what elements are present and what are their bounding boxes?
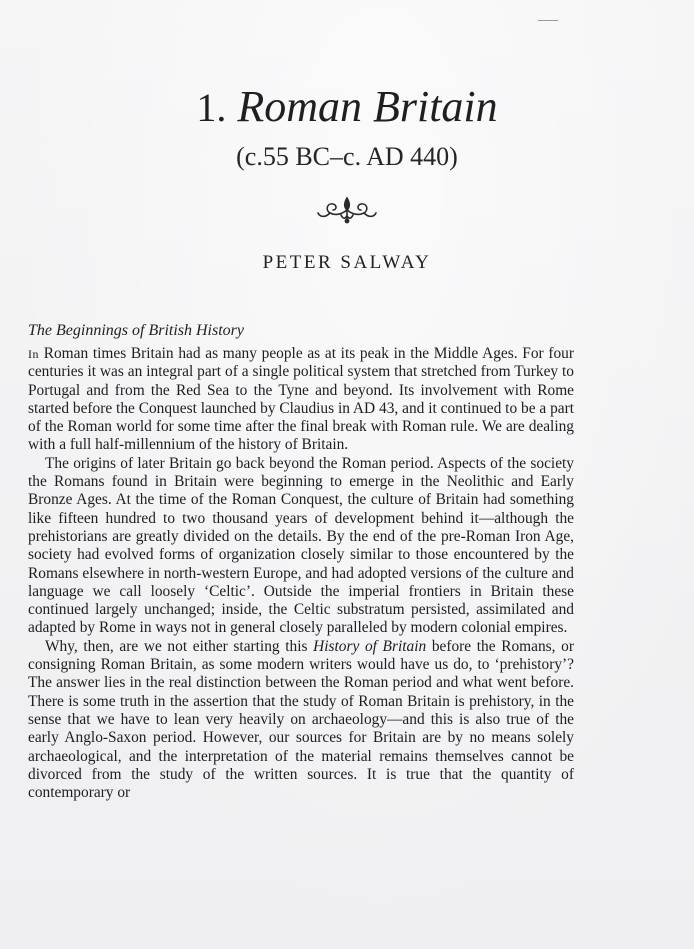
paragraph-2-text: The origins of later Britain go back beyond the Roman period. Aspects of the society the Romans found in Britain were beginning to emerge in the Neolithic and Early Bronze Ages. At the time of the Roman Conquest, the culture of Britain had something like fifteen hundred to two thousand years of development behind it—although the prehistorians are greatly divided on the details. By the end of the pre-Roman Iron Age, society had evolved forms of organization closely similar to those encountered by the Romans elsewhere in north-western Europe, and had adopted versions of the culture and language we call loosely ‘Celtic’. Outside the imperial frontiers in Britain these continued largely unchanged; inside, the Celtic substratum persisted, assimilated and adapted by Rome in ways not in general closely paralleled by modern colonial empires. bbox=[28, 454, 574, 637]
paragraph-3-end: before the Romans, or consigning Roman Britain, as some modern writers would have us do, to ‘prehistory’? The answer lies in the real distinction between the Roman period and what went before. There is some truth in the assertion that the study of Roman Britain is prehistory, in the sense that we have to lean very heavily on archaeology—and this is also true of the early Anglo-Saxon period. However, our sources for Britain are by no means solely archaeological, and the interpretation of the material remains themselves cannot be divorced from the study of the written sources. It is true that the quantity of contemporary or bbox=[28, 637, 574, 802]
author-name: PETER SALWAY bbox=[262, 252, 432, 273]
body-text bbox=[28, 345, 574, 802]
fleuron-ornament-icon bbox=[314, 194, 380, 224]
chapter-dates: (c.55 BC–c. AD 440) bbox=[236, 142, 458, 171]
page-edge-mark bbox=[538, 20, 558, 21]
paragraph-1 bbox=[28, 345, 574, 455]
paragraph-2 bbox=[28, 455, 574, 638]
section-heading: The Beginnings of British History bbox=[28, 322, 244, 339]
chapter-name: Roman Britain bbox=[237, 82, 498, 131]
chapter-number: 1. bbox=[196, 85, 227, 130]
chapter-title bbox=[0, 82, 694, 133]
paragraph-1-text: Roman times Britain had as many people as at its peak in the Middle Ages. For four centuries it was an integral part of a single political system that stretched from Turkey to Portugal and from the Red Sea to the Tyne and beyond. Its involvement with Rome started before the Conquest launched by Claudius in AD 43, and it continued to be a part of the Roman world for some time after the final break with Roman rule. We are dealing with a full half-millennium of the history of Britain. bbox=[28, 345, 574, 454]
paragraph-lead-word: In bbox=[28, 347, 39, 361]
book-title-italic: History of Britain bbox=[313, 637, 427, 655]
paragraph-3-start: Why, then, are we not either starting this bbox=[45, 637, 314, 655]
paragraph-3 bbox=[28, 638, 574, 803]
